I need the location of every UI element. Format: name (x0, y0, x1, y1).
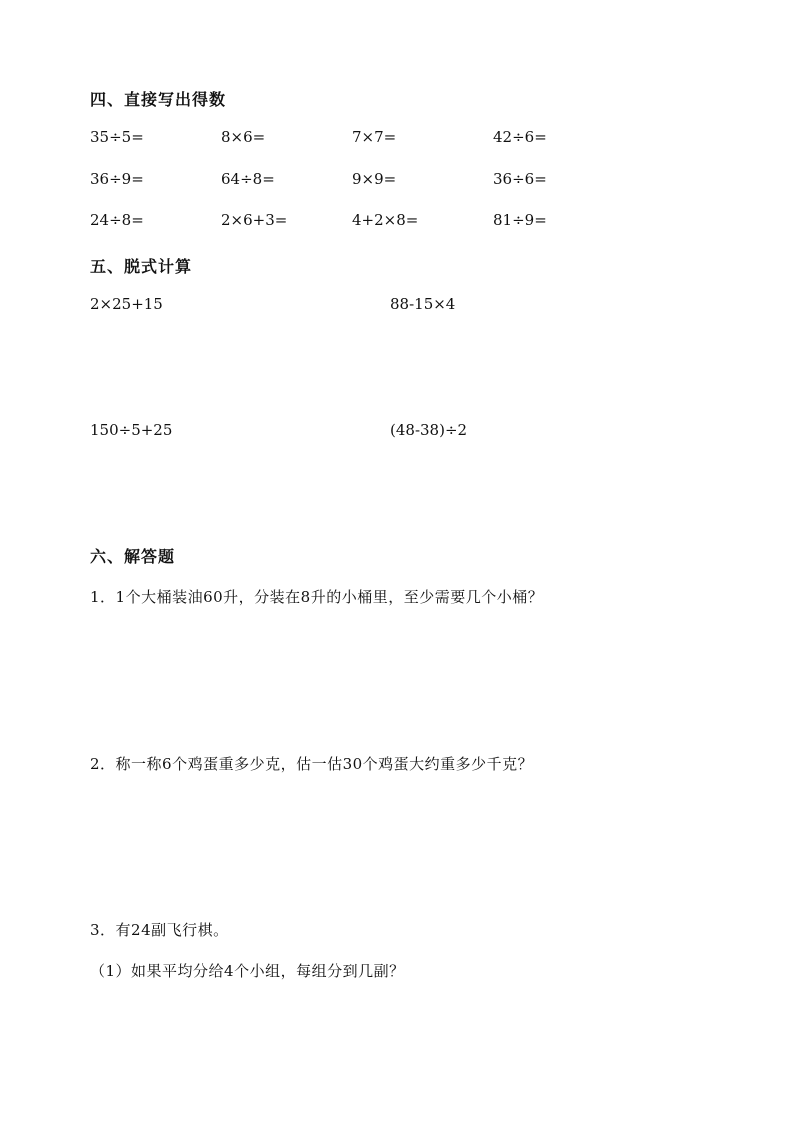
section-6-title: 六、解答题 (90, 547, 176, 566)
question-1: 1．1个大桶装油60升，分装在8升的小桶里，至少需要几个小桶？ (90, 588, 544, 606)
question-3-part-1: （1）如果平均分给4个小组，每组分到几副？ (90, 962, 405, 980)
problem: 35÷5= (90, 128, 144, 146)
section-5-title: 五、脱式计算 (90, 257, 193, 276)
problem: 8×6= (221, 128, 266, 146)
problem: 42÷6= (493, 128, 547, 146)
problem: 4+2×8= (352, 211, 419, 229)
section-4-title: 四、直接写出得数 (90, 90, 227, 109)
expression-4: (48-38)÷2 (390, 421, 468, 439)
problem: 36÷9= (90, 170, 144, 188)
expression-3: 150÷5+25 (90, 421, 173, 439)
question-2: 2．称一称6个鸡蛋重多少克，估一估30个鸡蛋大约重多少千克？ (90, 755, 534, 773)
mental-math-row-2 (90, 170, 730, 192)
problem: 7×7= (352, 128, 397, 146)
mental-math-row-1 (90, 128, 730, 150)
problem: 36÷6= (493, 170, 547, 188)
mental-math-row-3 (90, 211, 730, 233)
expression-1: 2×25+15 (90, 295, 163, 313)
problem: 24÷8= (90, 211, 144, 229)
expression-2: 88-15×4 (390, 295, 456, 313)
problem: 64÷8= (221, 170, 275, 188)
problem: 9×9= (352, 170, 397, 188)
problem: 81÷9= (493, 211, 547, 229)
question-3: 3．有24副飞行棋。 (90, 921, 229, 939)
problem: 2×6+3= (221, 211, 288, 229)
